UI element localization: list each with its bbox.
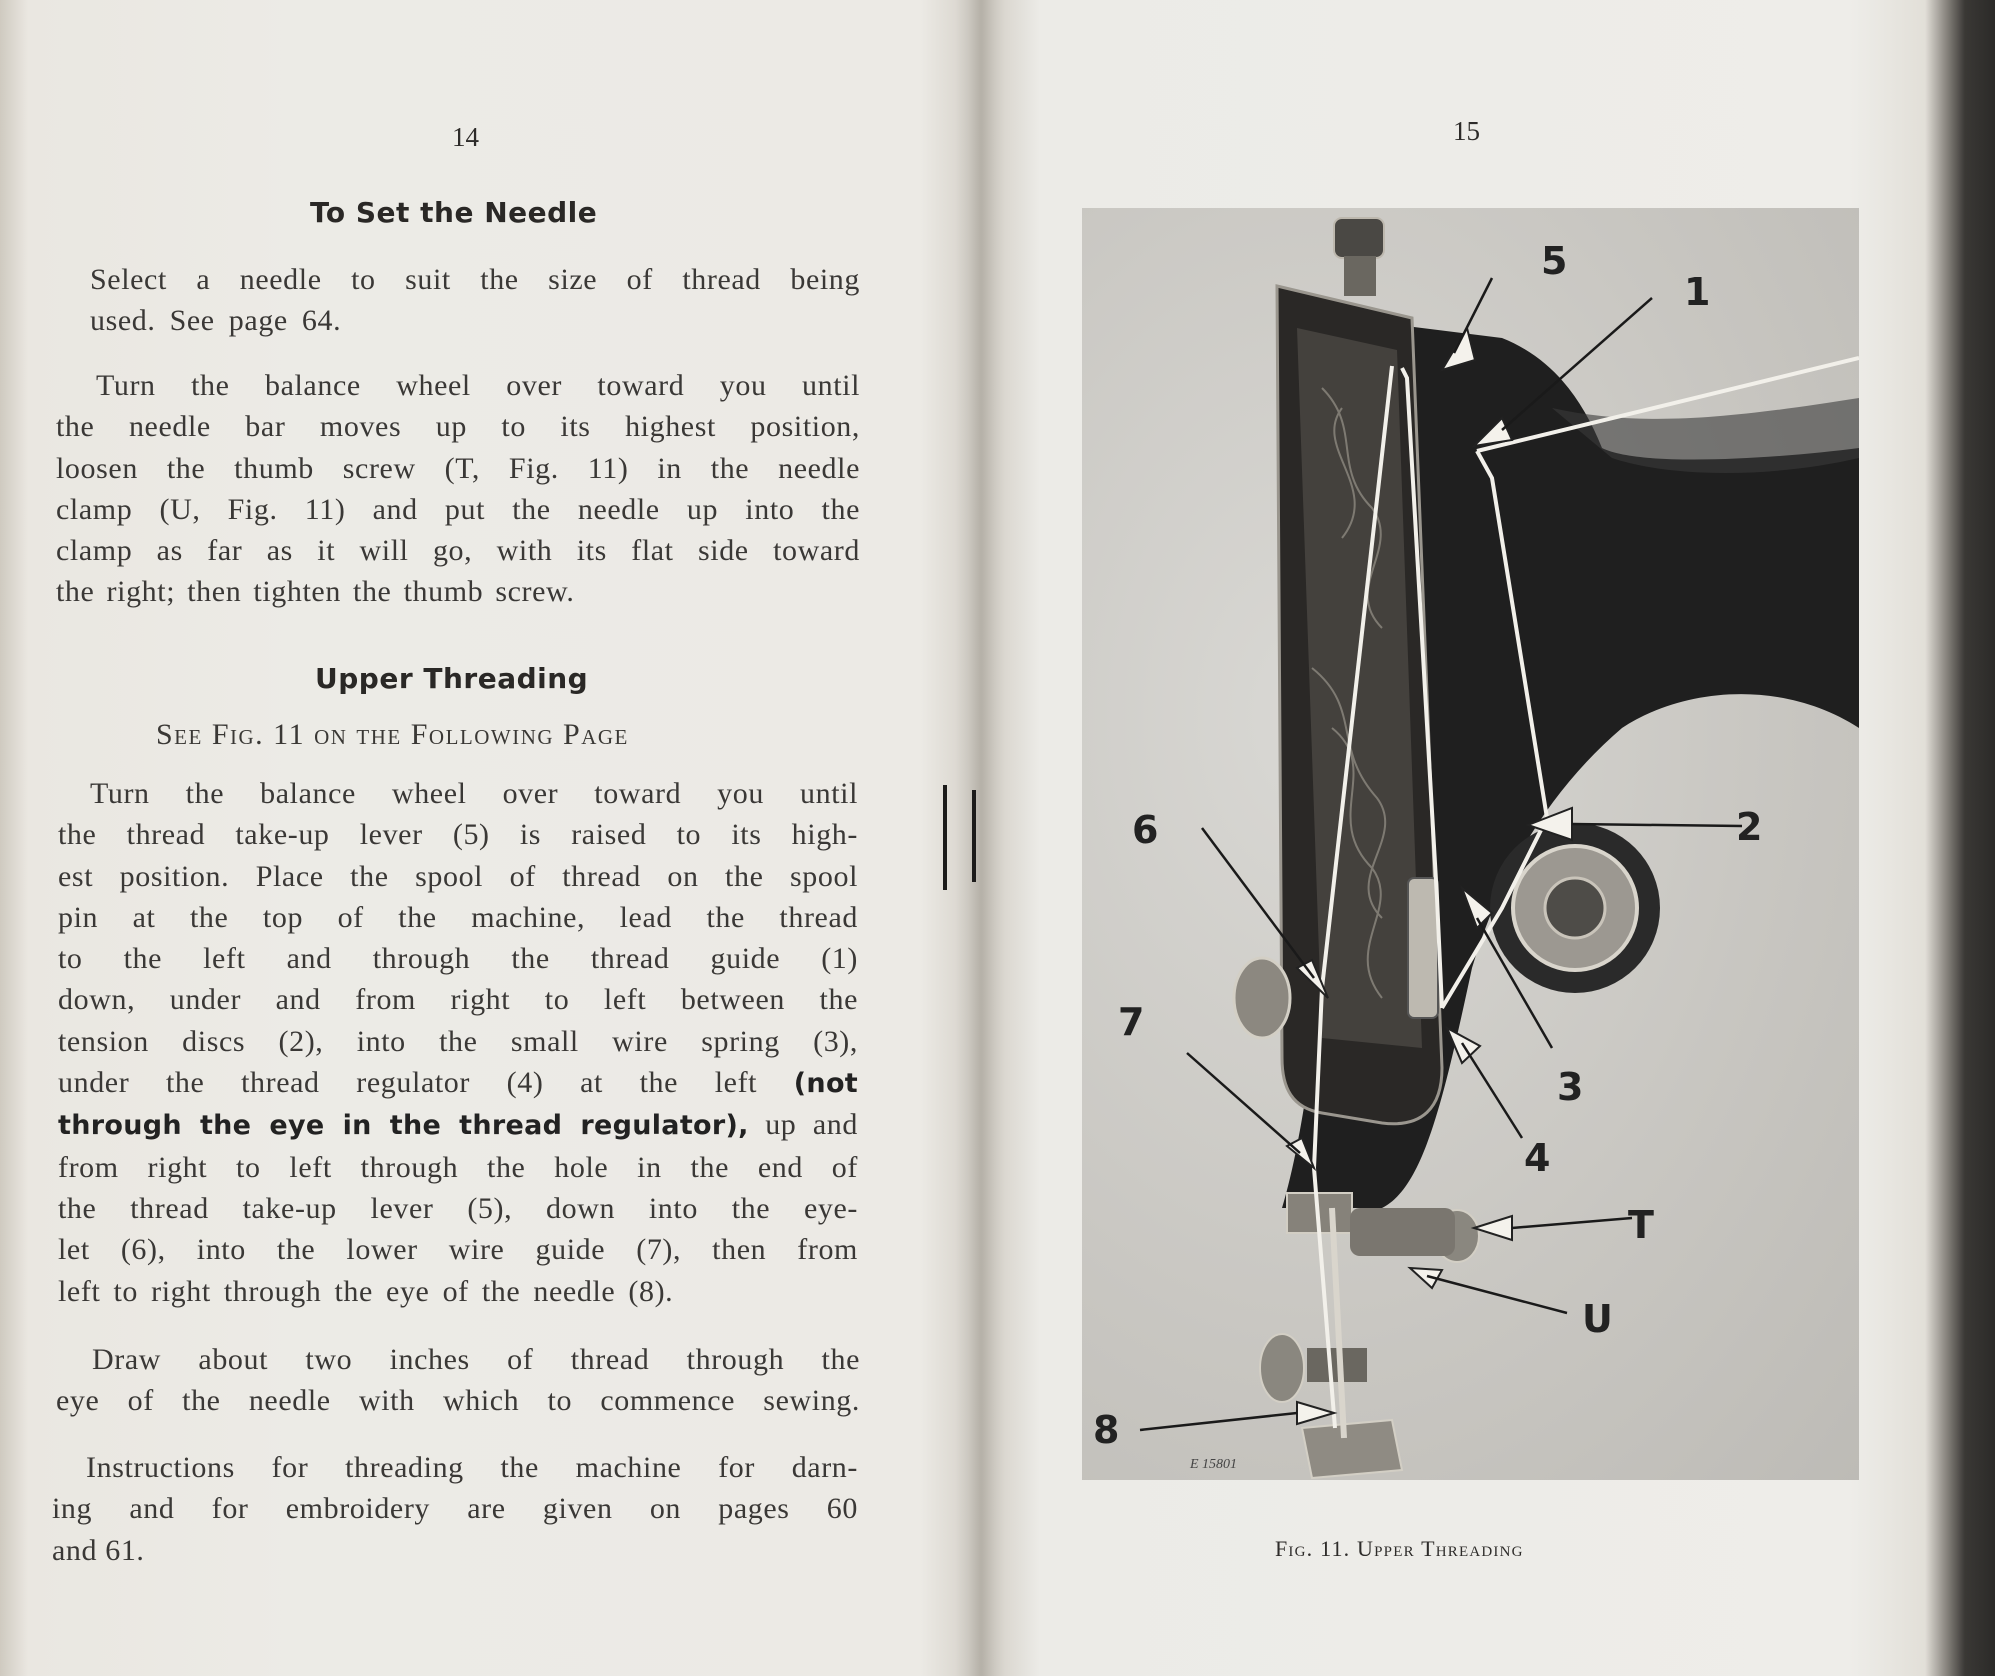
text-line: est position. Place the spool of thread on the spool xyxy=(58,859,858,893)
text-line: from right to left through the hole in the end of xyxy=(58,1150,858,1184)
text-line: clamp as far as it will go, with its flat side toward xyxy=(56,534,860,568)
text-segment: up and xyxy=(765,1108,858,1142)
gutter-mark xyxy=(943,785,947,890)
text-line: and 61. xyxy=(52,1533,145,1567)
presser-foot xyxy=(1302,1420,1402,1478)
callout-4: 4 xyxy=(1524,1136,1551,1180)
callout-7: 7 xyxy=(1118,1000,1145,1044)
callout-8: 8 xyxy=(1093,1408,1120,1452)
paragraph-darning xyxy=(52,1447,858,1571)
subheading-see-fig: See Fig. 11 on the Following Page xyxy=(156,718,629,751)
text-line: used. See page 64. xyxy=(90,304,342,338)
callout-t: T xyxy=(1628,1203,1654,1247)
text-line: tension discs (2), into the small wire spring (3), xyxy=(58,1024,858,1058)
top-thumb-screw xyxy=(1334,218,1384,258)
figure-caption: Fig. 11. Upper Threading xyxy=(1275,1536,1524,1561)
text-line: eye of the needle with which to commence sewing. xyxy=(56,1384,860,1418)
text-line: let (6), into the lower wire guide (7), then from xyxy=(58,1233,858,1267)
text-line: the thread take-up lever (5), down into the eye- xyxy=(58,1191,858,1225)
text-line: Turn the balance wheel over toward you until xyxy=(90,777,858,810)
presser-foot-screw xyxy=(1260,1334,1304,1402)
text-line: Turn the balance wheel over toward you until xyxy=(96,369,860,402)
callout-2: 2 xyxy=(1736,805,1763,849)
callout-6: 6 xyxy=(1132,808,1159,852)
heading-upper-threading: Upper Threading xyxy=(315,662,589,695)
bold-text: (not xyxy=(793,1068,858,1100)
text-line: down, under and from right to left between the xyxy=(58,983,858,1017)
callout-u: U xyxy=(1582,1297,1613,1341)
gutter-shadow xyxy=(955,0,1005,1676)
heading-set-the-needle: To Set the Needle xyxy=(310,196,598,229)
paragraph-upper-threading xyxy=(58,773,858,1312)
text-line: clamp (U, Fig. 11) and put the needle up into the xyxy=(56,492,860,526)
thread-regulator xyxy=(1408,878,1438,1018)
callout-1: 1 xyxy=(1684,270,1711,314)
text-line xyxy=(58,1062,858,1104)
paragraph-thumb-screw xyxy=(56,365,860,613)
callout-3: 3 xyxy=(1557,1065,1584,1109)
top-screw-post xyxy=(1344,256,1376,296)
callout-5: 5 xyxy=(1541,239,1568,283)
text-line: the right; then tighten the thumb screw. xyxy=(56,575,575,609)
text-line: Select a needle to suit the size of thread being xyxy=(90,263,860,296)
text-segment: under the thread regulator (4) at the left xyxy=(58,1066,758,1100)
presser-bar-knob xyxy=(1234,958,1290,1038)
bold-text: through the eye in the thread regulator), xyxy=(58,1110,749,1142)
text-line: to the left and through the thread guide (1) xyxy=(58,942,858,976)
text-line: the needle bar moves up to its highest position, xyxy=(56,410,860,444)
gutter-mark xyxy=(972,790,976,882)
needle-clamp-body xyxy=(1350,1208,1455,1256)
text-line: pin at the top of the machine, lead the thread xyxy=(58,900,858,934)
text-line: Draw about two inches of thread through the xyxy=(92,1343,860,1376)
text-line: left to right through the eye of the needle (8). xyxy=(58,1274,674,1308)
left-page-number: 14 xyxy=(452,122,479,152)
paragraph-select-needle xyxy=(90,259,860,342)
text-line xyxy=(58,1104,858,1146)
right-page-number: 15 xyxy=(1453,116,1480,146)
paragraph-draw-thread xyxy=(56,1339,860,1422)
text-line: Instructions for threading the machine for darn- xyxy=(86,1451,858,1484)
text-line: the thread take-up lever (5) is raised to its high- xyxy=(58,818,858,852)
arrow-8 xyxy=(1297,1402,1334,1424)
text-line: loosen the thumb screw (T, Fig. 11) in the needle xyxy=(56,451,860,485)
plate-number: E 15801 xyxy=(1190,1457,1238,1472)
tension-nut xyxy=(1545,878,1605,938)
text-line: ing and for embroidery are given on pages 60 xyxy=(52,1492,858,1526)
left-page xyxy=(0,0,975,1676)
